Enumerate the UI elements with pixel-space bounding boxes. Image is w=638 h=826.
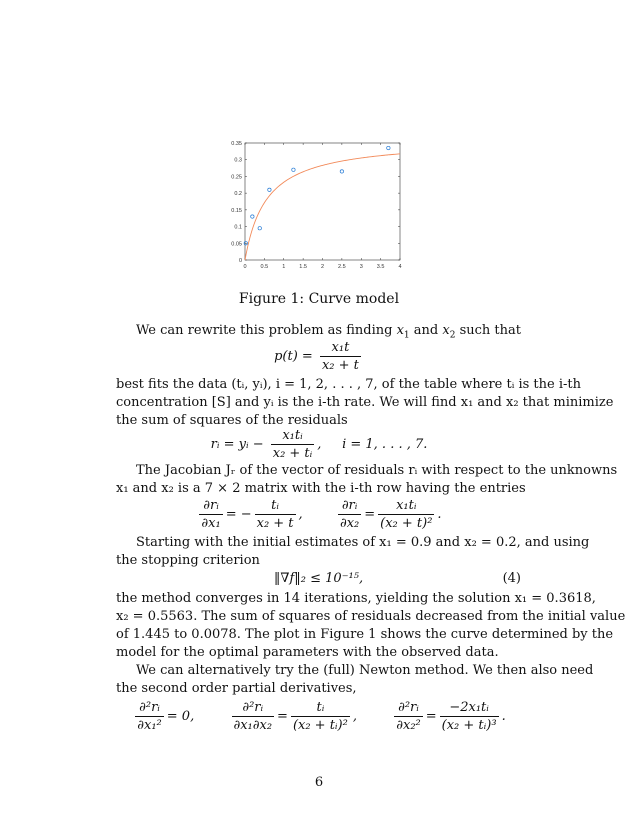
data-fit-line-1: best fits the data (tᵢ, yᵢ), i = 1, 2, . . . , 7, of the table where tᵢ is the i-th [116,377,582,392]
convergence-line-1: the method converges in 14 iterations, yielding the solution x₁ = 0.3618, [116,591,596,606]
x-tick-label: 2 [320,264,325,270]
initial-estimates-line-1: Starting with the initial estimates of x₁ = 0.9 and x₂ = 0.2, and using [136,535,590,550]
hessian-frac-a [135,700,163,733]
equation-second-derivatives [0,700,638,733]
y-tick-label: 0.1 [234,224,242,231]
equation-residual-fraction [271,428,315,461]
jacobian-frac-a-num: ∂rᵢ [203,498,219,513]
hessian-frac-c [291,700,350,733]
y-tick-label: 0.25 [231,174,242,181]
x-tick-label: 3.5 [376,264,385,270]
equation-residual [0,428,638,461]
jacobian-frac-b [255,498,296,531]
hessian-e-tail: . [501,709,506,724]
curve-model-chart [222,133,412,273]
paragraph-data-fit [116,376,614,430]
hessian-frac-e [440,700,499,733]
equation-residual-lhs: rᵢ = yᵢ − [210,437,264,452]
hessian-frac-a-num: ∂²rᵢ [139,700,160,715]
hessian-frac-b [232,700,275,733]
jacobian-line-2: x₁ and x₂ is a 7 × 2 matrix with the i-th row having the entries [116,481,526,496]
paragraph-jacobian [116,462,618,498]
data-fit-line-2: concentration [S] and yᵢ is the i-th rate. We will find x₁ and x₂ that minimize [116,395,614,410]
equation-residual-tail: , i = 1, . . . , 7. [317,437,428,452]
equation-p-fraction [320,340,361,373]
hessian-frac-d [394,700,422,733]
hessian-c-tail: , [352,709,357,724]
x-tick-label: 4 [398,264,402,270]
jacobian-frac-a-den: ∂x₁ [201,516,221,531]
var-x1-subscript: 1 [403,330,410,341]
jacobian-line-1: The Jacobian Jᵣ of the vector of residuals rᵢ with respect to the unknowns [136,463,618,478]
hessian-d-eq: = [425,709,437,724]
chart-svg [222,133,412,273]
convergence-line-4: model for the optimal parameters with the observed data. [116,645,499,660]
equation-p-lhs: p(t) = [274,349,313,364]
jacobian-eq-a: = − [225,507,252,522]
equation-p-denominator: x₂ + t [321,358,359,373]
jacobian-frac-a [199,498,222,531]
hessian-frac-c-num: tᵢ [316,700,325,715]
equation-jacobian [0,498,638,531]
var-x2: x [442,323,450,338]
jacobian-frac-b-num: tᵢ [271,498,279,513]
jacobian-frac-d [378,498,434,531]
var-x2-subscript: 2 [449,330,456,341]
jacobian-separator: , [298,507,303,522]
y-tick-label: 0.15 [231,207,242,214]
hessian-frac-b-den: ∂x₁∂x₂ [233,718,273,733]
hessian-frac-b-num: ∂²rᵢ [242,700,264,715]
jacobian-frac-c-num: ∂rᵢ [341,498,358,513]
x-tick-label: 0 [243,264,247,270]
hessian-frac-c-den: (x₂ + tᵢ)² [292,718,348,733]
data-fit-line-3: the sum of squares of the residuals [116,413,348,428]
newton-line-1: We can alternatively try the (full) Newton method. We then also need [136,663,594,678]
stopping-criterion-text: ‖∇f‖₂ ≤ 10⁻¹⁵, [273,571,364,586]
paragraph-initial-estimates [116,534,590,570]
hessian-frac-e-den: (x₂ + tᵢ)³ [441,718,497,733]
x-tick-label: 2.5 [338,264,346,270]
x-tick-label: 1.5 [299,264,307,270]
equation-p [0,340,638,373]
y-tick-label: 0.2 [234,191,242,198]
intro-text-mid: and [409,323,443,338]
y-tick-label: 0.35 [231,141,242,147]
equation-residual-denominator: x₂ + tᵢ [272,446,313,461]
intro-text-pre: We can rewrite this problem as finding [136,323,397,338]
jacobian-end: . [437,507,442,522]
hessian-frac-a-den: ∂x₁² [137,718,162,733]
plot-area [245,143,400,260]
x-tick-label: 0.5 [260,264,269,270]
convergence-line-2: x₂ = 0.5563. The sum of squares of residuals decreased from the initial value [116,609,626,624]
var-x1: x [396,323,404,338]
convergence-line-3: of 1.445 to 0.0078. The plot in Figure 1 shows the curve determined by the [116,627,614,642]
figure-caption: Figure 1: Curve model [238,291,400,307]
jacobian-eq-c: = [364,507,376,522]
hessian-frac-d-den: ∂x₂² [396,718,421,733]
equation-stopping-criterion [116,571,521,589]
equation-p-numerator: x₁t [331,340,350,355]
y-tick-label: 0 [238,258,242,264]
x-tick-label: 3 [359,264,363,270]
jacobian-frac-d-num: x₁tᵢ [396,498,417,513]
paragraph-convergence [116,590,626,662]
x-tick-label: 1 [282,264,286,270]
newton-line-2: the second order partial derivatives, [116,681,357,696]
paragraph-newton [116,662,594,698]
hessian-frac-e-num: −2x₁tᵢ [449,700,489,715]
y-tick-label: 0.05 [231,241,242,248]
y-tick-label: 0.3 [234,157,242,164]
jacobian-frac-b-den: x₂ + t [256,516,294,531]
hessian-a-tail: = 0, [166,709,195,724]
equation-number-4: (4) [502,571,521,586]
hessian-b-eq: = [277,709,288,724]
equation-residual-numerator: x₁tᵢ [282,428,303,443]
jacobian-frac-d-den: (x₂ + t)² [380,516,433,531]
page-number: 6 [314,775,324,790]
jacobian-frac-c-den: ∂x₂ [339,516,360,531]
intro-text-post: such that [455,323,521,338]
hessian-frac-d-num: ∂²rᵢ [398,700,419,715]
initial-estimates-line-2: the stopping criterion [116,553,260,568]
jacobian-frac-c [338,498,361,531]
